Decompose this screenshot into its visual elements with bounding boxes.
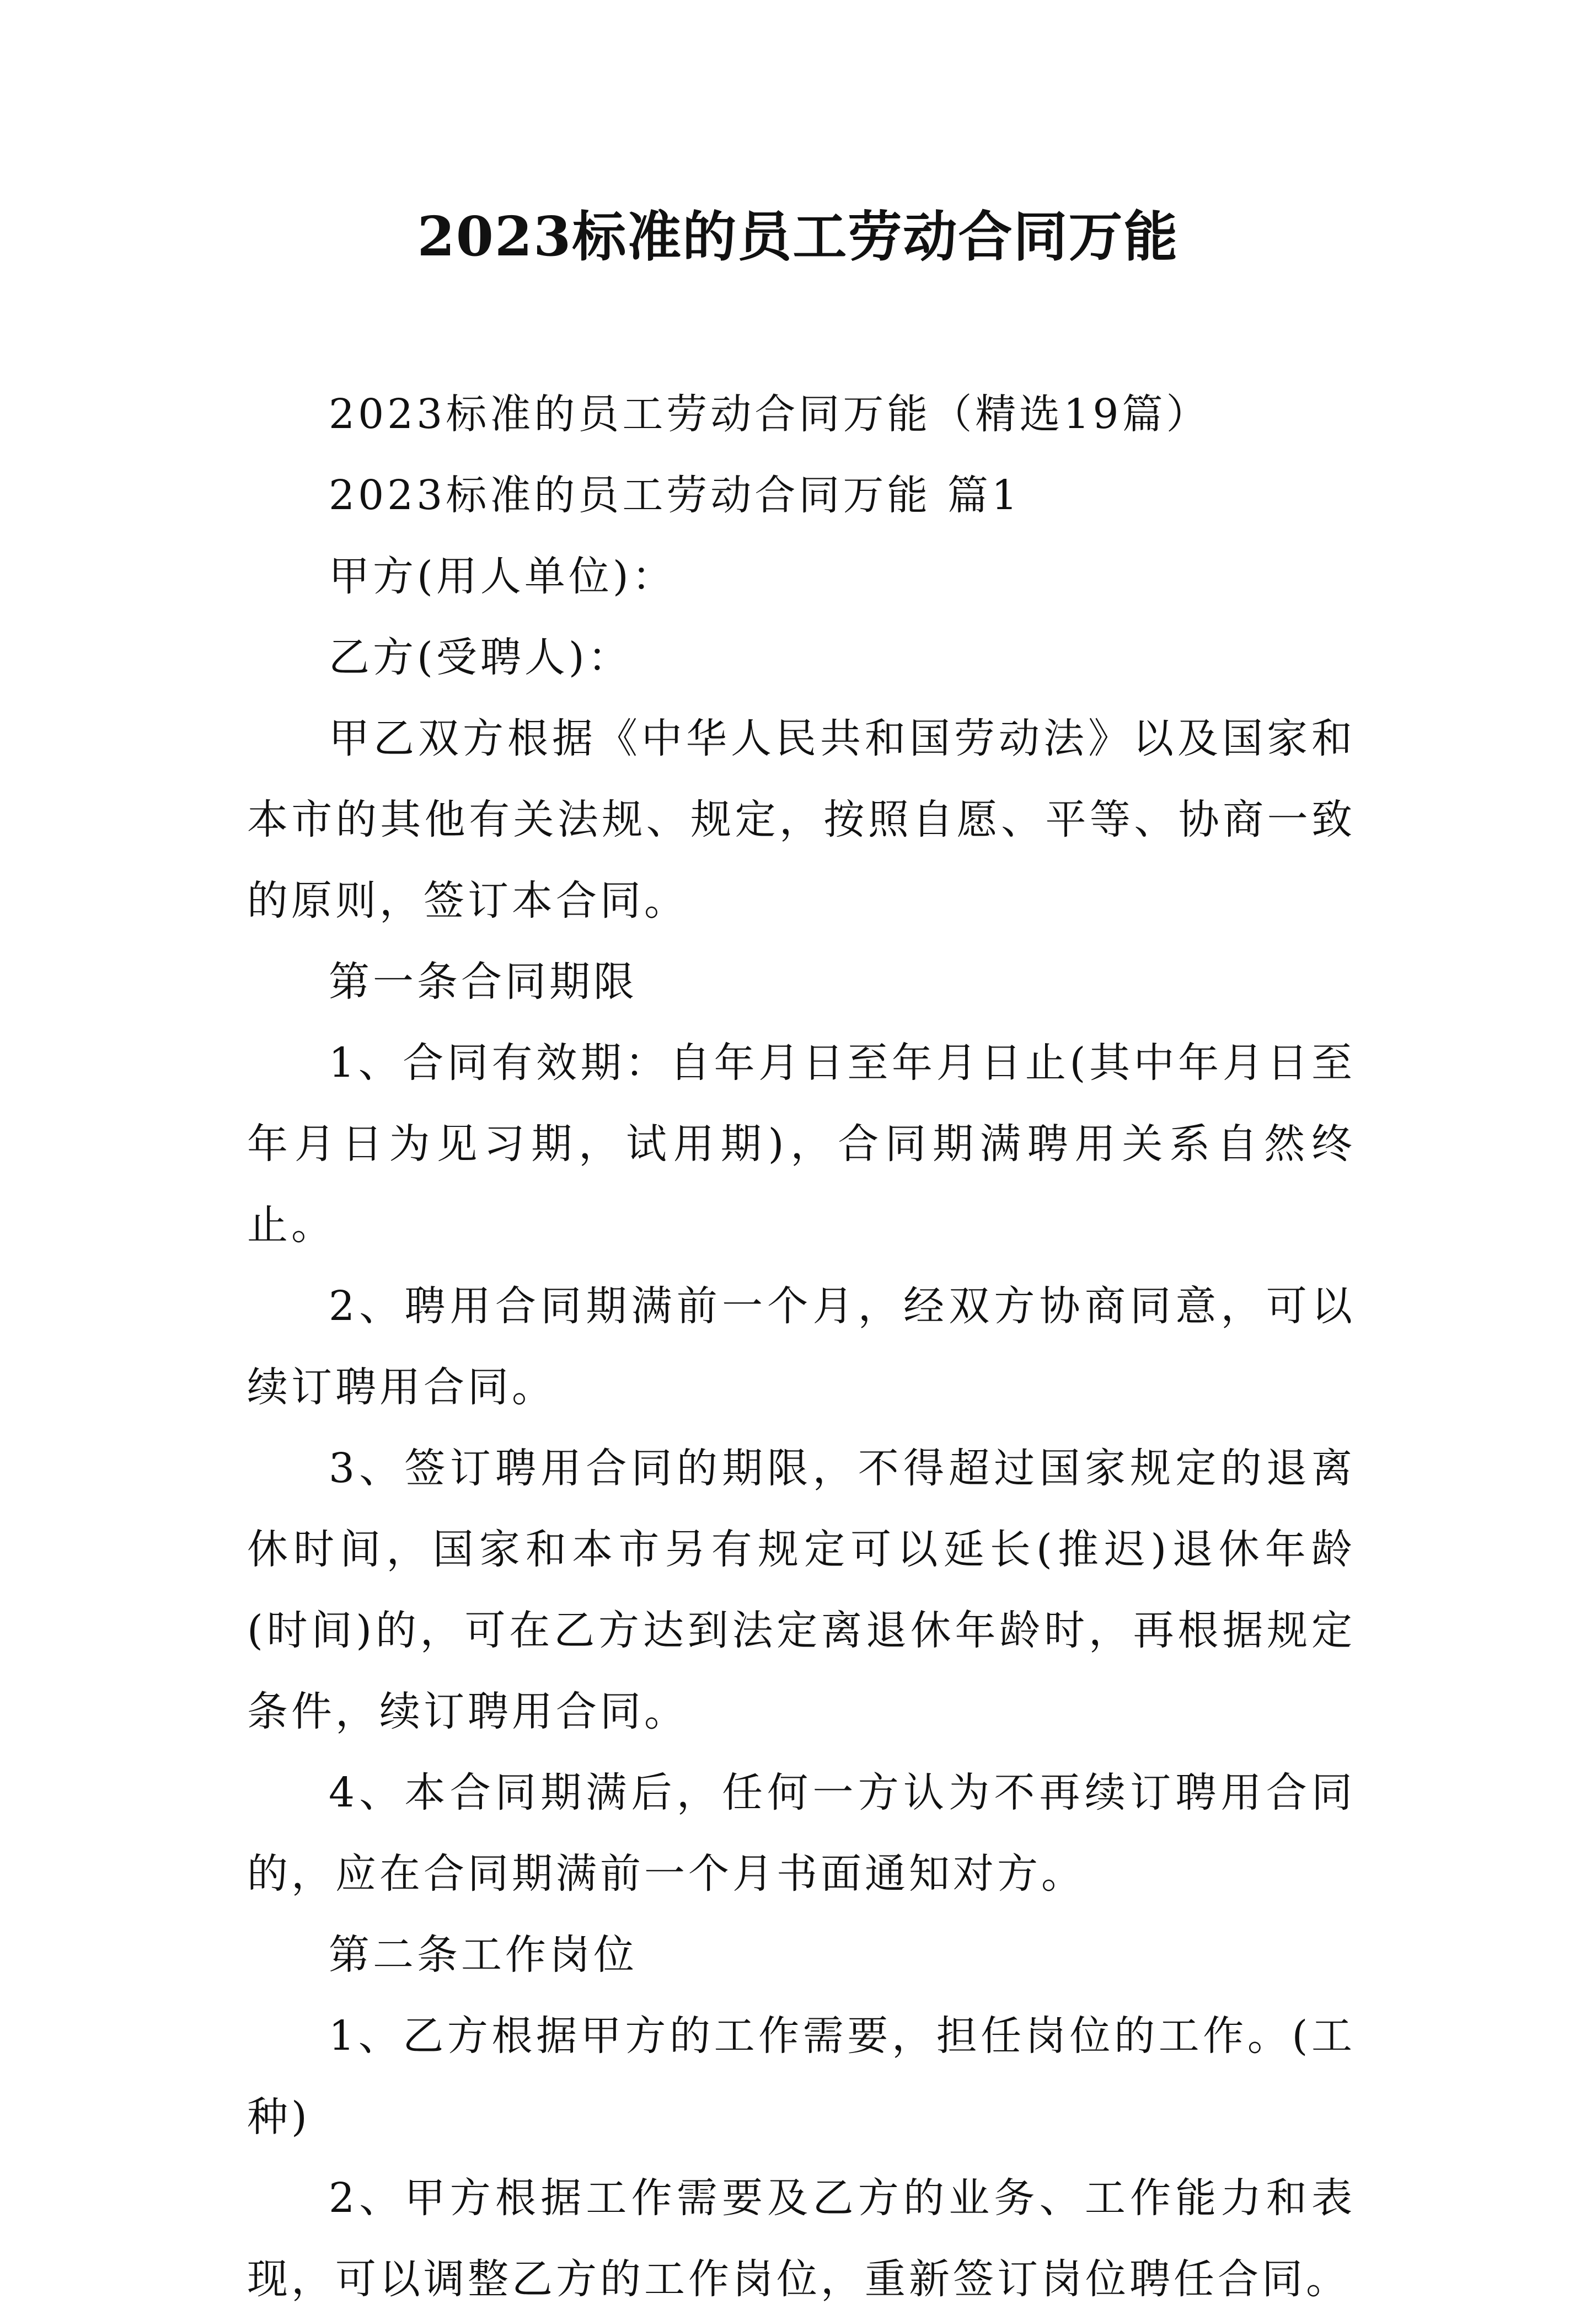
paragraph-section-heading: 2023标准的员工劳动合同万能 篇1 [329, 472, 1021, 519]
paragraph-article-2-heading: 第二条工作岗位 [329, 1931, 638, 1979]
paragraph-subtitle: 2023标准的员工劳动合同万能（精选19篇） [329, 391, 1211, 438]
paragraph-preamble: 甲乙双方根据《中华人民共和国劳动法》以及国家和本市的其他有关法规、规定，按照自愿、平等、协商一致的原则，签订本合同。 [247, 715, 1356, 924]
paragraph-party-b: 乙方(受聘人)： [329, 634, 632, 681]
paragraph-article-1-item-2: 2、聘用合同期满前一个月，经双方协商同意，可以续订聘用合同。 [247, 1282, 1356, 1411]
paragraph-article-1-heading: 第一条合同期限 [329, 958, 638, 1006]
paragraph-article-1-item-1: 1、合同有效期：自年月日至年月日止(其中年月日至年月日为见习期，试用期)，合同期满聘用关系自然终止。 [247, 1039, 1356, 1249]
paragraph-article-1-item-4: 4、本合同期满后，任何一方认为不再续订聘用合同的，应在合同期满前一个月书面通知对方。 [247, 1769, 1356, 1897]
paragraph-party-a: 甲方(用人单位)： [329, 553, 676, 600]
document-body [247, 374, 1356, 2320]
paragraph-article-2-item-1: 1、乙方根据甲方的工作需要，担任岗位的工作。(工种) [247, 2012, 1356, 2141]
paragraph-article-1-item-3: 3、签订聘用合同的期限，不得超过国家规定的退离休时间，国家和本市另有规定可以延长(推迟)退休年龄(时间)的，可在乙方达到法定离退休年龄时，再根据规定条件，续订聘用合同。 [247, 1445, 1356, 1735]
document-title: 2023标准的员工劳动合同万能 [417, 205, 1179, 269]
paragraph-article-2-item-2: 2、甲方根据工作需要及乙方的业务、工作能力和表现，可以调整乙方的工作岗位，重新签订岗位聘任合同。 [247, 2174, 1356, 2303]
